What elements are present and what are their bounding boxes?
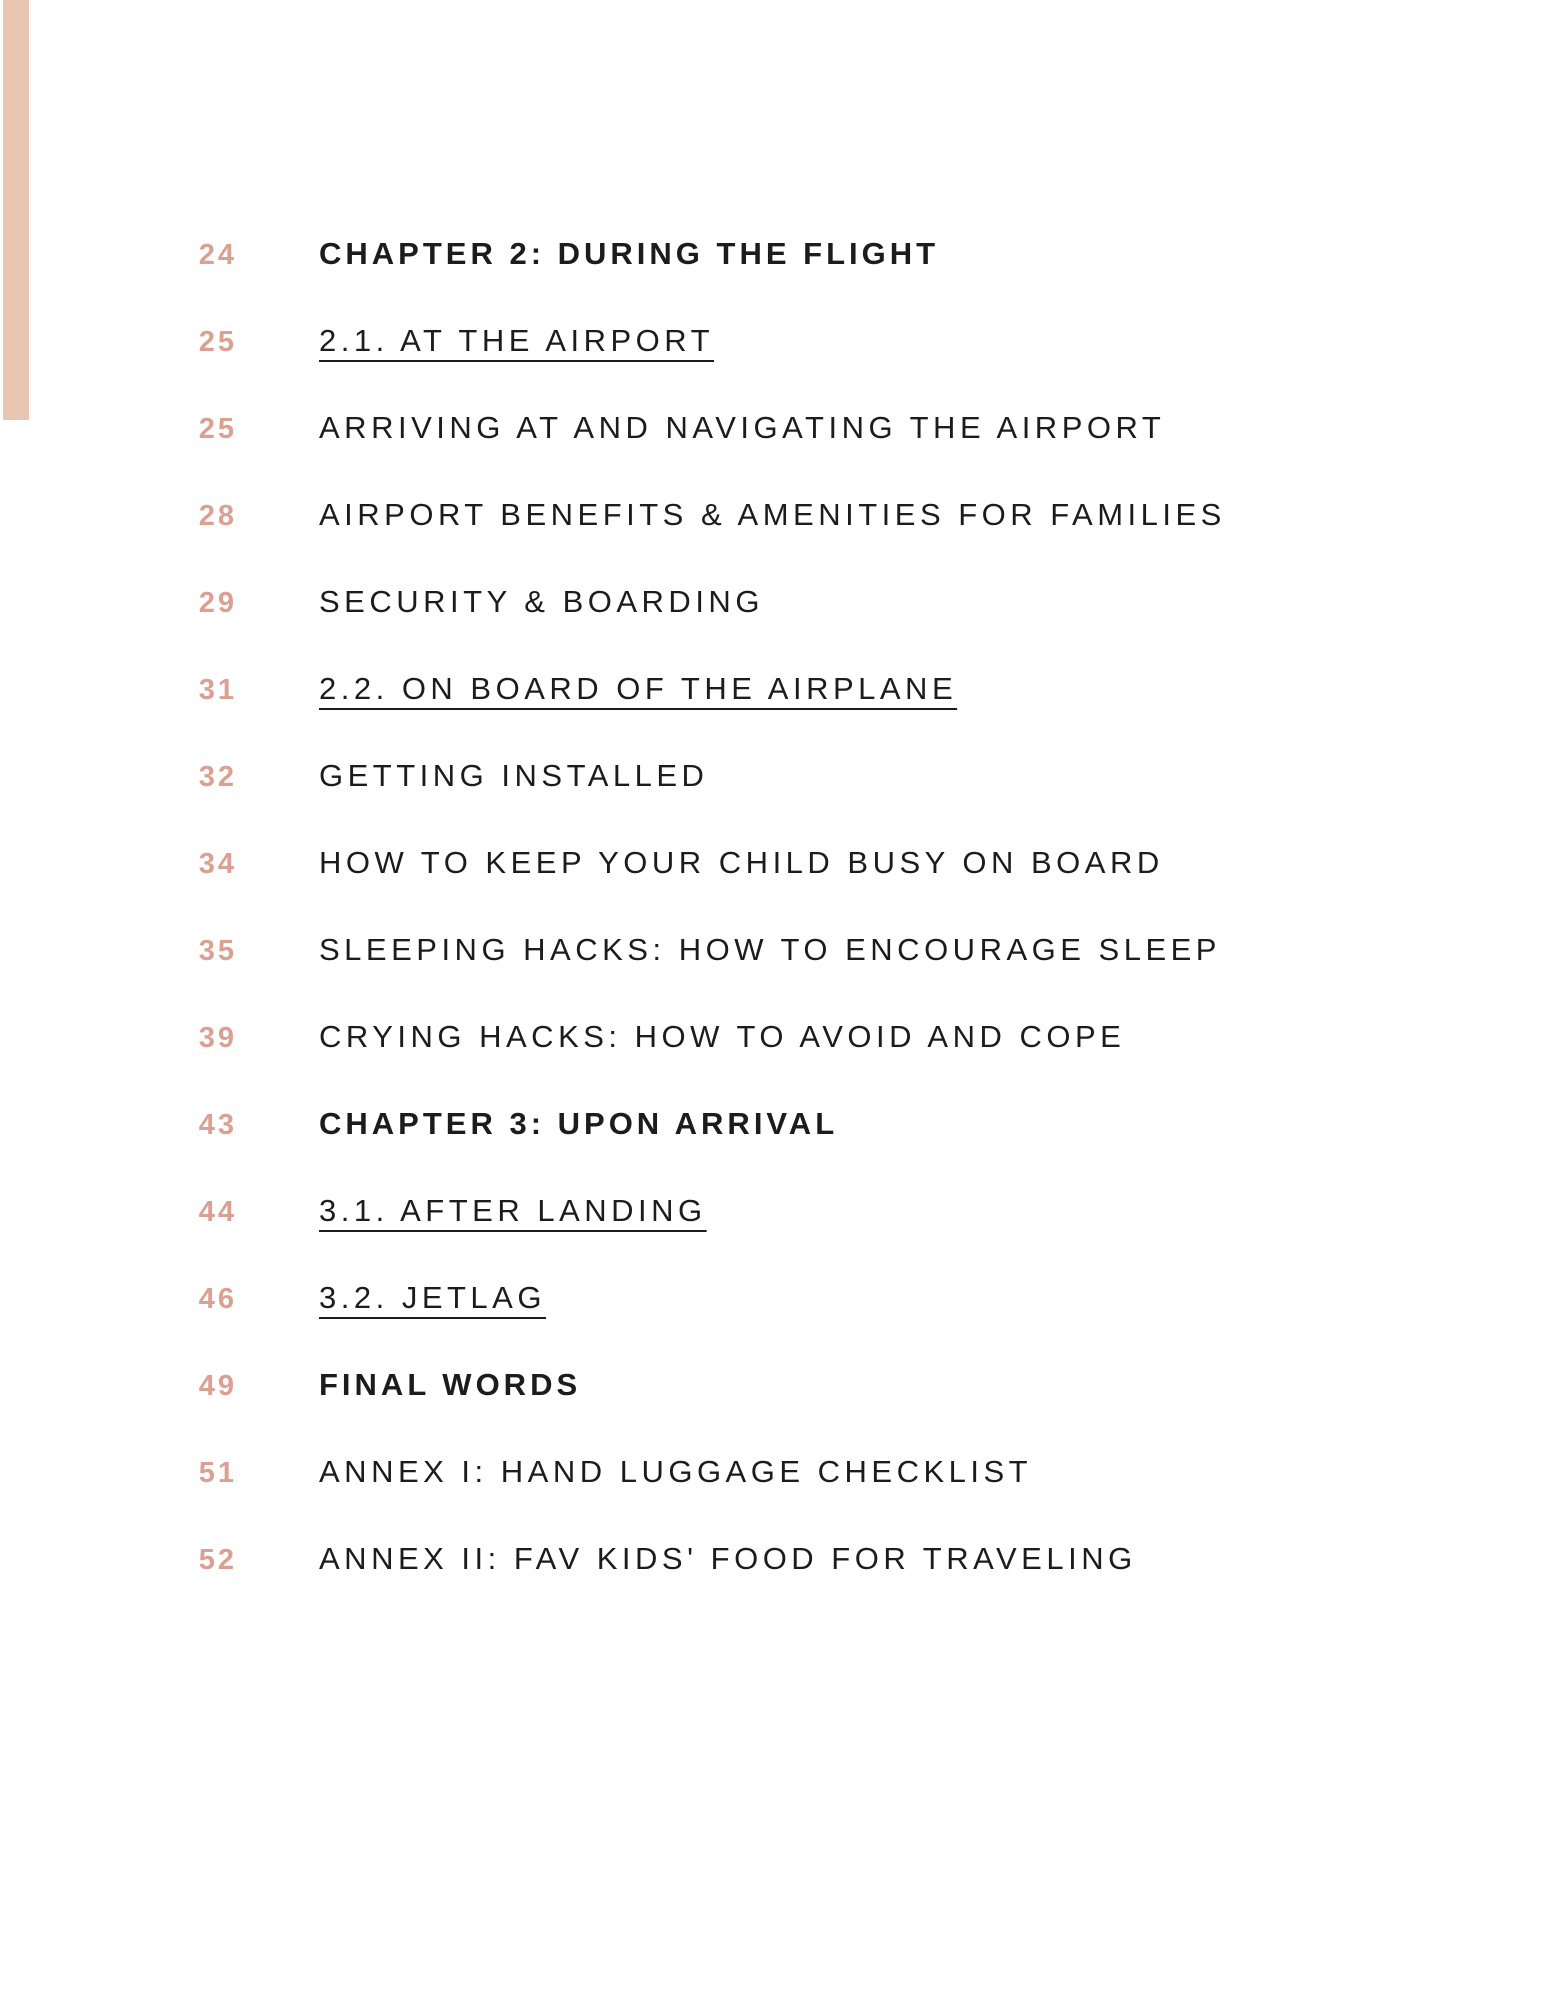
toc-entry-label: CHAPTER 3: UPON ARRIVAL: [319, 1106, 839, 1141]
toc-entry-label: SECURITY & BOARDING: [319, 584, 764, 619]
toc-page-number: 46: [198, 1283, 237, 1315]
toc-page-number: 52: [198, 1544, 237, 1576]
toc-entry-label[interactable]: 2.2. ON BOARD OF THE AIRPLANE: [319, 671, 958, 706]
toc-entry-label: SLEEPING HACKS: HOW TO ENCOURAGE SLEEP: [319, 932, 1221, 967]
toc-entry: [0, 1108, 1545, 1140]
toc-entry-label[interactable]: 3.2. JETLAG: [319, 1280, 546, 1315]
toc-page-number: 44: [198, 1196, 237, 1228]
toc-page-number: 34: [198, 848, 237, 880]
toc-entry: [0, 1543, 1545, 1575]
toc-page-number: 25: [198, 326, 237, 358]
toc-entry: [0, 673, 1545, 705]
toc-entry: [0, 499, 1545, 531]
toc-page-number: 32: [198, 761, 237, 793]
toc-entry-label[interactable]: 3.1. AFTER LANDING: [319, 1193, 707, 1228]
toc-entry-label: GETTING INSTALLED: [319, 758, 709, 793]
toc-entry: [0, 934, 1545, 966]
toc-page-number: 49: [198, 1370, 237, 1402]
toc-page-number: 39: [198, 1022, 237, 1054]
toc-entry: [0, 325, 1545, 357]
toc-page-number: 29: [198, 587, 237, 619]
toc-page-number: 31: [198, 674, 237, 706]
toc-entry-label: ARRIVING AT AND NAVIGATING THE AIRPORT: [319, 410, 1166, 445]
toc-entry-label: ANNEX I: HAND LUGGAGE CHECKLIST: [319, 1454, 1033, 1489]
toc-entry: [0, 412, 1545, 444]
toc-entry-label: HOW TO KEEP YOUR CHILD BUSY ON BOARD: [319, 845, 1164, 880]
toc-page-number: 35: [198, 935, 237, 967]
toc-entry: [0, 1282, 1545, 1314]
table-of-contents: [0, 238, 1545, 1630]
toc-entry: [0, 238, 1545, 270]
toc-entry-label[interactable]: 2.1. AT THE AIRPORT: [319, 323, 715, 358]
toc-entry: [0, 1195, 1545, 1227]
toc-entry: [0, 1456, 1545, 1488]
toc-page-number: 25: [198, 413, 237, 445]
toc-entry-label: CRYING HACKS: HOW TO AVOID AND COPE: [319, 1019, 1126, 1054]
toc-entry-label: ANNEX II: FAV KIDS' FOOD FOR TRAVELING: [319, 1541, 1137, 1576]
toc-entry-label: FINAL WORDS: [319, 1367, 582, 1402]
toc-entry: [0, 586, 1545, 618]
toc-page-number: 28: [198, 500, 237, 532]
toc-page-number: 51: [198, 1457, 237, 1489]
toc-page-number: 43: [198, 1109, 237, 1141]
toc-page-number: 24: [198, 239, 237, 271]
toc-entry-label: CHAPTER 2: DURING THE FLIGHT: [319, 236, 940, 271]
toc-entry: [0, 760, 1545, 792]
toc-entry-label: AIRPORT BENEFITS & AMENITIES FOR FAMILIES: [319, 497, 1226, 532]
toc-entry: [0, 1021, 1545, 1053]
toc-entry: [0, 847, 1545, 879]
toc-entry: [0, 1369, 1545, 1401]
